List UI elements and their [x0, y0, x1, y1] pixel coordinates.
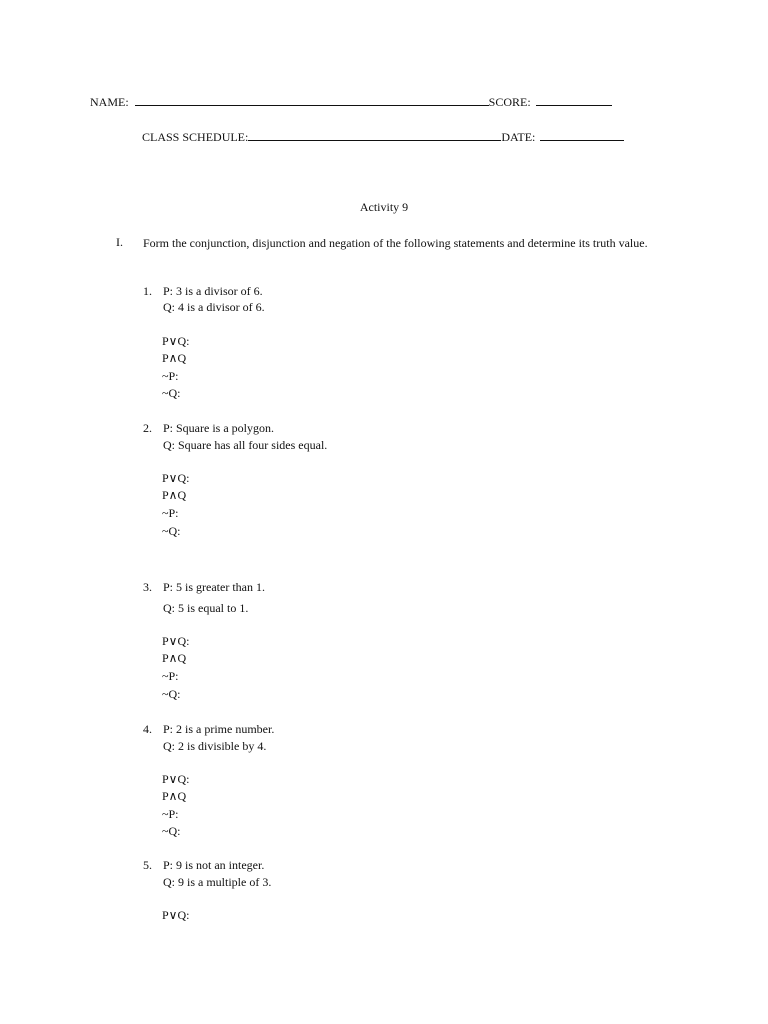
negation-q-prompt[interactable]: ~Q:	[162, 524, 181, 538]
item-number: 2.	[143, 421, 152, 435]
name-label: NAME:	[90, 95, 129, 109]
item-number: 3.	[143, 580, 152, 594]
statement-p: P: 3 is a divisor of 6.	[163, 284, 263, 298]
disjunction-prompt[interactable]: P∨Q:	[162, 634, 190, 648]
score-blank[interactable]	[536, 94, 612, 106]
disjunction-prompt[interactable]: P∨Q:	[162, 471, 190, 485]
item-number: 1.	[143, 284, 152, 298]
negation-q-prompt[interactable]: ~Q:	[162, 687, 181, 701]
negation-p-prompt[interactable]: ~P:	[162, 807, 179, 821]
disjunction-prompt[interactable]: P∨Q:	[162, 772, 190, 786]
conjunction-prompt[interactable]: P∧Q	[162, 651, 187, 665]
statement-p: P: 9 is not an integer.	[163, 858, 265, 872]
statement-q: Q: Square has all four sides equal.	[163, 438, 328, 452]
negation-q-prompt[interactable]: ~Q:	[162, 824, 181, 838]
statement-q: Q: 5 is equal to 1.	[163, 601, 249, 615]
statement-q: Q: 9 is a multiple of 3.	[163, 875, 272, 889]
negation-p-prompt[interactable]: ~P:	[162, 506, 179, 520]
conjunction-prompt[interactable]: P∧Q	[162, 789, 187, 803]
date-blank[interactable]	[540, 129, 624, 141]
conjunction-prompt[interactable]: P∧Q	[162, 351, 187, 365]
negation-p-prompt[interactable]: ~P:	[162, 669, 179, 683]
statement-p: P: 5 is greater than 1.	[163, 580, 265, 594]
negation-q-prompt[interactable]: ~Q:	[162, 386, 181, 400]
item-number: 4.	[143, 722, 152, 736]
name-blank[interactable]	[135, 94, 489, 106]
section-instruction: Form the conjunction, disjunction and negation of the following statements and determine its truth value.	[143, 236, 648, 250]
statement-p: P: 2 is a prime number.	[163, 722, 275, 736]
name-score-line	[90, 94, 612, 109]
statement-q: Q: 2 is divisible by 4.	[163, 739, 267, 753]
class-schedule-blank[interactable]	[248, 129, 501, 141]
disjunction-prompt[interactable]: P∨Q:	[162, 908, 190, 922]
score-label: SCORE:	[488, 95, 531, 109]
disjunction-prompt[interactable]: P∨Q:	[162, 334, 190, 348]
activity-title: Activity 9	[359, 200, 409, 214]
statement-p: P: Square is a polygon.	[163, 421, 274, 435]
statement-q: Q: 4 is a divisor of 6.	[163, 300, 265, 314]
negation-p-prompt[interactable]: ~P:	[162, 369, 179, 383]
item-number: 5.	[143, 858, 152, 872]
conjunction-prompt[interactable]: P∧Q	[162, 488, 187, 502]
section-numeral: I.	[116, 235, 123, 249]
date-label: DATE:	[501, 130, 536, 144]
schedule-date-line	[142, 129, 624, 144]
class-schedule-label: CLASS SCHEDULE:	[142, 130, 249, 144]
